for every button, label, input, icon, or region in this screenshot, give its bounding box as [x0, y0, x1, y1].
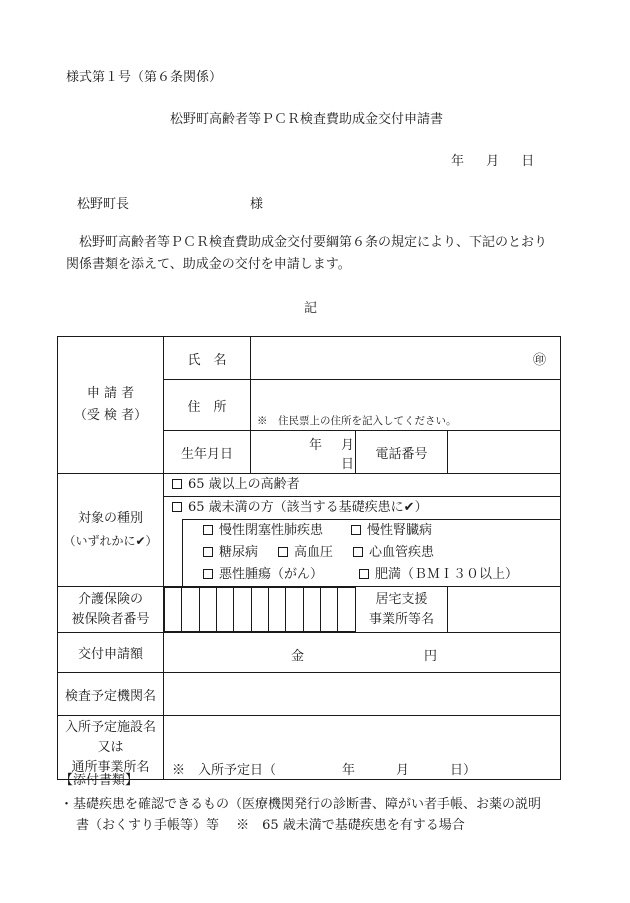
birth-year: 年 — [309, 438, 323, 453]
target-type-label-cell — [58, 474, 164, 587]
insured-number-boxes — [164, 587, 356, 633]
checkbox-diabetes[interactable] — [203, 547, 213, 557]
attachments-heading: 【添付書類】 — [60, 773, 139, 788]
disease-diabetes: 糖尿病 — [219, 545, 259, 560]
disease-kidney: 慢性腎臓病 — [367, 523, 433, 538]
exam-institution-field[interactable] — [164, 673, 561, 716]
disease-tumor: 悪性腫瘍（がん） — [219, 567, 324, 582]
attachments-item-line-1: ・基礎疾患を確認できるもの（医療機関発行の診断書、障がい者手帳、お薬の説明 — [60, 797, 542, 812]
facility-label: 入所予定施設名 — [64, 719, 156, 735]
insured-digit[interactable] — [234, 588, 251, 632]
checkbox-65-over[interactable] — [172, 479, 182, 489]
insured-digit[interactable] — [303, 588, 320, 632]
insured-digit[interactable] — [286, 588, 303, 632]
birth-month: 月 — [341, 438, 355, 453]
amount-label: 交付申請額 — [58, 633, 164, 673]
insured-digit[interactable] — [338, 588, 355, 632]
facility-field[interactable] — [164, 716, 561, 780]
application-form-table — [57, 336, 561, 780]
address-label: 住 所 — [164, 380, 251, 431]
birthdate-field[interactable] — [251, 431, 356, 474]
care-office-field[interactable] — [448, 587, 561, 633]
phone-label: 電話番号 — [356, 431, 448, 474]
insured-number-label: 被保険者番号 — [71, 611, 150, 627]
target-type-label: 対象の種別 — [77, 511, 143, 526]
ki-label: 記 — [304, 301, 318, 316]
attachments-item-line-2: 書（おくすり手帳等）等 ※ 65 歳未満で基礎疾患を有する場合 — [76, 818, 465, 833]
insured-digit[interactable] — [216, 588, 233, 632]
admission-year: 年 — [342, 763, 356, 778]
application-paragraph: 松野町高齢者等ＰＣＲ検査費助成金交付要綱第６条の規定により、下記のとおり関係書類を添えて、助成金の交付を申請します。 — [66, 235, 548, 272]
insurance-label: 介護保険の — [77, 591, 143, 607]
checkbox-tumor[interactable] — [203, 569, 213, 579]
target-type-hint: （いずれかに✔） — [63, 534, 158, 548]
checkbox-copd[interactable] — [203, 525, 213, 535]
disease-cardio: 心血管疾患 — [369, 545, 435, 560]
name-label: 氏 名 — [164, 337, 251, 380]
honorific: 様 — [250, 197, 264, 212]
amount-field[interactable] — [164, 633, 561, 673]
examinee-label: （受 検 者） — [73, 408, 148, 423]
insured-digit[interactable] — [268, 588, 285, 632]
checkbox-kidney[interactable] — [351, 525, 361, 535]
disease-obesity: 肥満（ＢＭＩ３０以上） — [375, 567, 519, 582]
checkbox-65-under[interactable] — [172, 502, 182, 512]
day-service-label: 通所事業所名 — [71, 759, 150, 775]
insured-digit[interactable] — [182, 588, 199, 632]
exam-institution-label: 検査予定機関名 — [58, 673, 164, 716]
form-number: 様式第１号（第６条関係） — [66, 70, 223, 85]
date-line: 年 月 日 — [451, 154, 539, 169]
amount-yen: 円 — [424, 649, 438, 664]
applicant-label: 申 請 者 — [86, 386, 135, 401]
admission-month: 月 — [396, 763, 410, 778]
address-note: ※ 住民票上の住所を記入してください。 — [257, 415, 457, 427]
seal-mark: ㊞ — [533, 352, 547, 368]
care-office-label-cell — [356, 587, 448, 633]
admission-note: ※ 入所予定日（ — [172, 763, 277, 778]
care-office-label: 居宅支援 — [375, 591, 428, 607]
checkbox-hypertension[interactable] — [278, 547, 288, 557]
disease-hypertension: 高血圧 — [294, 545, 334, 560]
phone-field[interactable] — [448, 431, 561, 474]
disease-options — [182, 519, 560, 586]
care-office-name-label: 事業所等名 — [368, 611, 434, 627]
document-title: 松野町高齢者等ＰＣＲ検査費助成金交付申請書 — [170, 112, 444, 127]
admission-day: 日） — [450, 763, 477, 778]
facility-or-label: 又は — [97, 739, 124, 755]
target-type-options — [164, 474, 561, 587]
insurance-label-cell — [58, 587, 164, 633]
applicant-label-cell — [58, 337, 164, 474]
birthdate-label: 生年月日 — [164, 431, 251, 474]
checkbox-cardio[interactable] — [353, 547, 363, 557]
insured-digit[interactable] — [251, 588, 268, 632]
insured-digit[interactable] — [199, 588, 216, 632]
disease-copd: 慢性閉塞性肺疾患 — [219, 523, 324, 538]
addressee: 松野町長 — [77, 197, 130, 212]
insured-digit[interactable] — [165, 588, 182, 632]
option-65-over: 65 歳以上の高齢者 — [188, 477, 300, 492]
name-field[interactable] — [251, 337, 561, 380]
amount-kin: 金 — [291, 649, 305, 664]
option-65-under: 65 歳未満の方（該当する基礎疾患に✔） — [188, 500, 428, 515]
checkbox-obesity[interactable] — [359, 569, 369, 579]
insured-digit[interactable] — [320, 588, 337, 632]
address-field[interactable] — [251, 380, 561, 431]
birth-day: 日 — [341, 457, 355, 472]
